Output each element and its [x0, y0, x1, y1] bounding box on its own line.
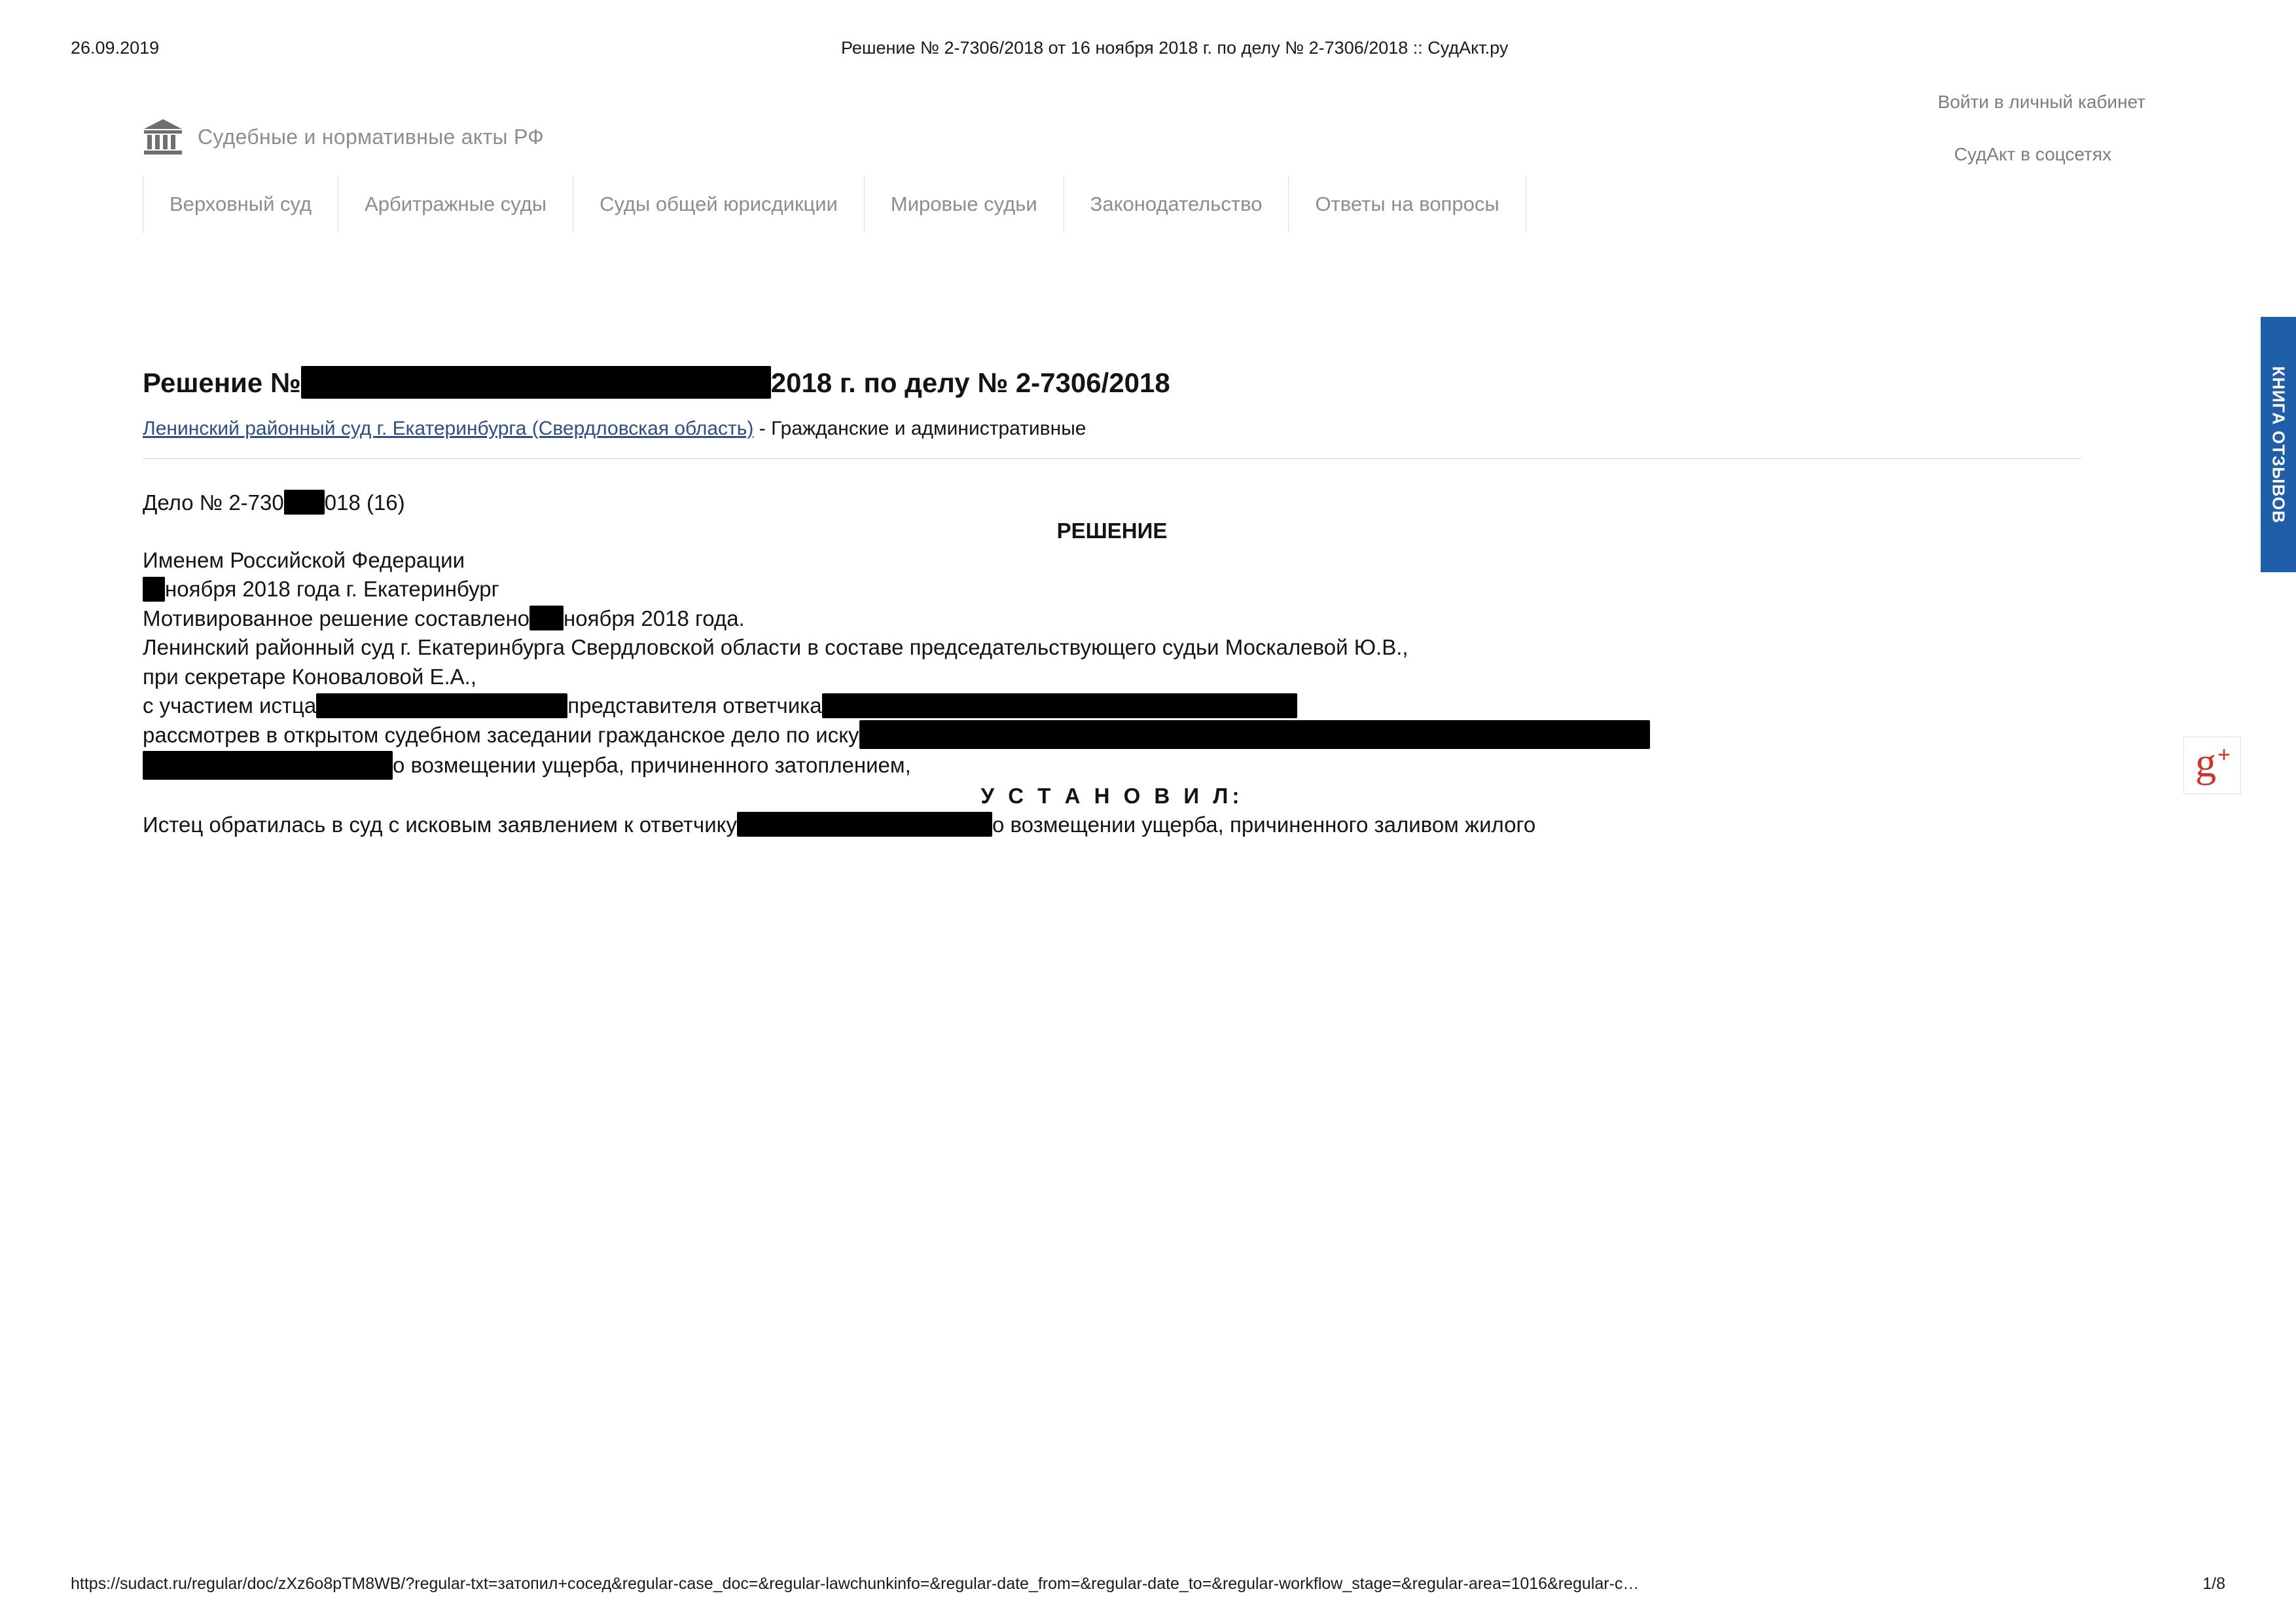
- print-page-number: 1/8: [2202, 1575, 2225, 1593]
- redaction-bar-parties-2: [143, 751, 393, 780]
- in-the-name-of-line: Именем Российской Федерации: [143, 547, 465, 572]
- decision-heading: РЕШЕНИЕ: [1056, 519, 1168, 543]
- redaction-bar-parties-1: [859, 720, 1650, 749]
- main-nav: [143, 175, 1526, 233]
- print-url: https://sudact.ru/regular/doc/zXz6o8pTM8WB/?regular-txt=затопил+сосед&regular-case_doc=&regular-lawchunkinfo=&regular-date_from=&regular-date_to=&regular-workflow_stage=&regular-area=1016&regular-c…: [71, 1575, 1640, 1593]
- case-number-line: [143, 490, 2081, 517]
- document-body: [0, 367, 2296, 840]
- claim-text-1: Истец обратилась в суд с исковым заявлением к ответчику: [143, 812, 737, 837]
- motivated-decision-line: [143, 604, 2081, 634]
- redaction-bar-defendant-rep: [822, 693, 1297, 718]
- print-page-title: Решение № 2-7306/2018 от 16 ноября 2018 г. по делу № 2-7306/2018 :: СудАкт.ру: [841, 38, 1509, 58]
- nav-item-sudy-obshchey-yurisdikcii[interactable]: Суды общей юрисдикции: [573, 175, 865, 233]
- case-number-prefix: Дело № 2-730: [143, 490, 284, 515]
- redaction-bar-day: [143, 577, 165, 602]
- redaction-bar-title: [301, 366, 771, 399]
- google-plus-plus-glyph: +: [2217, 742, 2231, 767]
- secretary-line: при секретаре Коноваловой Е.А.,: [143, 664, 476, 689]
- document-title: [143, 367, 2081, 401]
- print-footer: [0, 1575, 2296, 1598]
- redaction-bar-motivated-day: [529, 606, 564, 630]
- case-number-suffix: 018 (16): [324, 490, 405, 515]
- established-heading: У С Т А Н О В И Л:: [980, 783, 1244, 808]
- court-line: [143, 416, 2081, 441]
- login-link[interactable]: Войти в личный кабинет: [1937, 92, 2145, 112]
- motivated-prefix: Мотивированное решение составлено: [143, 606, 530, 630]
- court-link[interactable]: Ленинский районный суд г. Екатеринбурга (Свердловская область): [143, 417, 754, 439]
- claim-text-2: о возмещении ущерба, причиненного заливом жилого: [992, 812, 1536, 837]
- motivated-suffix: ноября 2018 года.: [564, 606, 745, 630]
- nav-item-mirovye-sudi[interactable]: Мировые судьи: [865, 175, 1064, 233]
- court-composition-line: Ленинский районный суд г. Екатеринбурга Свердловской области в составе председательствующего судьи Москалевой Ю.В.,: [143, 635, 1408, 660]
- considered-text-2: о возмещении ущерба, причиненного затоплением,: [393, 753, 911, 778]
- document-title-suffix: 2018 г. по делу № 2-7306/2018: [770, 367, 1170, 398]
- print-date: 26.09.2019: [71, 38, 160, 58]
- nav-item-zakonodatelstvo[interactable]: Законодательство: [1064, 175, 1289, 233]
- participants-defendant-label: представителя ответчика: [567, 693, 822, 718]
- document-title-prefix: Решение №: [143, 367, 301, 398]
- nav-item-otvety-na-voprosy[interactable]: Ответы на вопросы: [1289, 175, 1526, 233]
- participants-line: [143, 691, 2081, 721]
- bank-columns-icon: [143, 118, 183, 156]
- nav-item-arbitrazhnye-sudy[interactable]: Арбитражные суды: [338, 175, 573, 233]
- redaction-bar-case-number: [284, 490, 325, 515]
- brand[interactable]: [143, 118, 544, 156]
- print-header: [0, 38, 2296, 64]
- considered-text-1: рассмотрев в открытом судебном заседании гражданское дело по иску: [143, 723, 859, 748]
- feedback-book-label: КНИГА ОТЗЫВОВ: [2269, 365, 2289, 524]
- redaction-bar-plaintiff: [316, 693, 567, 718]
- court-category: - Гражданские и административные: [759, 417, 1086, 439]
- brand-title: Судебные и нормативные акты РФ: [198, 124, 544, 149]
- decision-date-tail: ноября 2018 года г. Екатеринбург: [165, 577, 499, 602]
- considered-line: [143, 721, 2081, 782]
- social-link[interactable]: СудАкт в соцсетях: [1954, 144, 2111, 164]
- claim-line: [143, 811, 2081, 840]
- google-plus-icon: g: [2195, 739, 2217, 786]
- participants-plaintiff-label: с участием истца: [143, 693, 317, 718]
- redaction-bar-defendant-name: [737, 812, 992, 837]
- top-links: [1938, 93, 2145, 164]
- decision-date-line: [143, 575, 2081, 604]
- nav-item-verhovnyy-sud[interactable]: Верховный суд: [143, 175, 338, 233]
- divider: [143, 458, 2081, 459]
